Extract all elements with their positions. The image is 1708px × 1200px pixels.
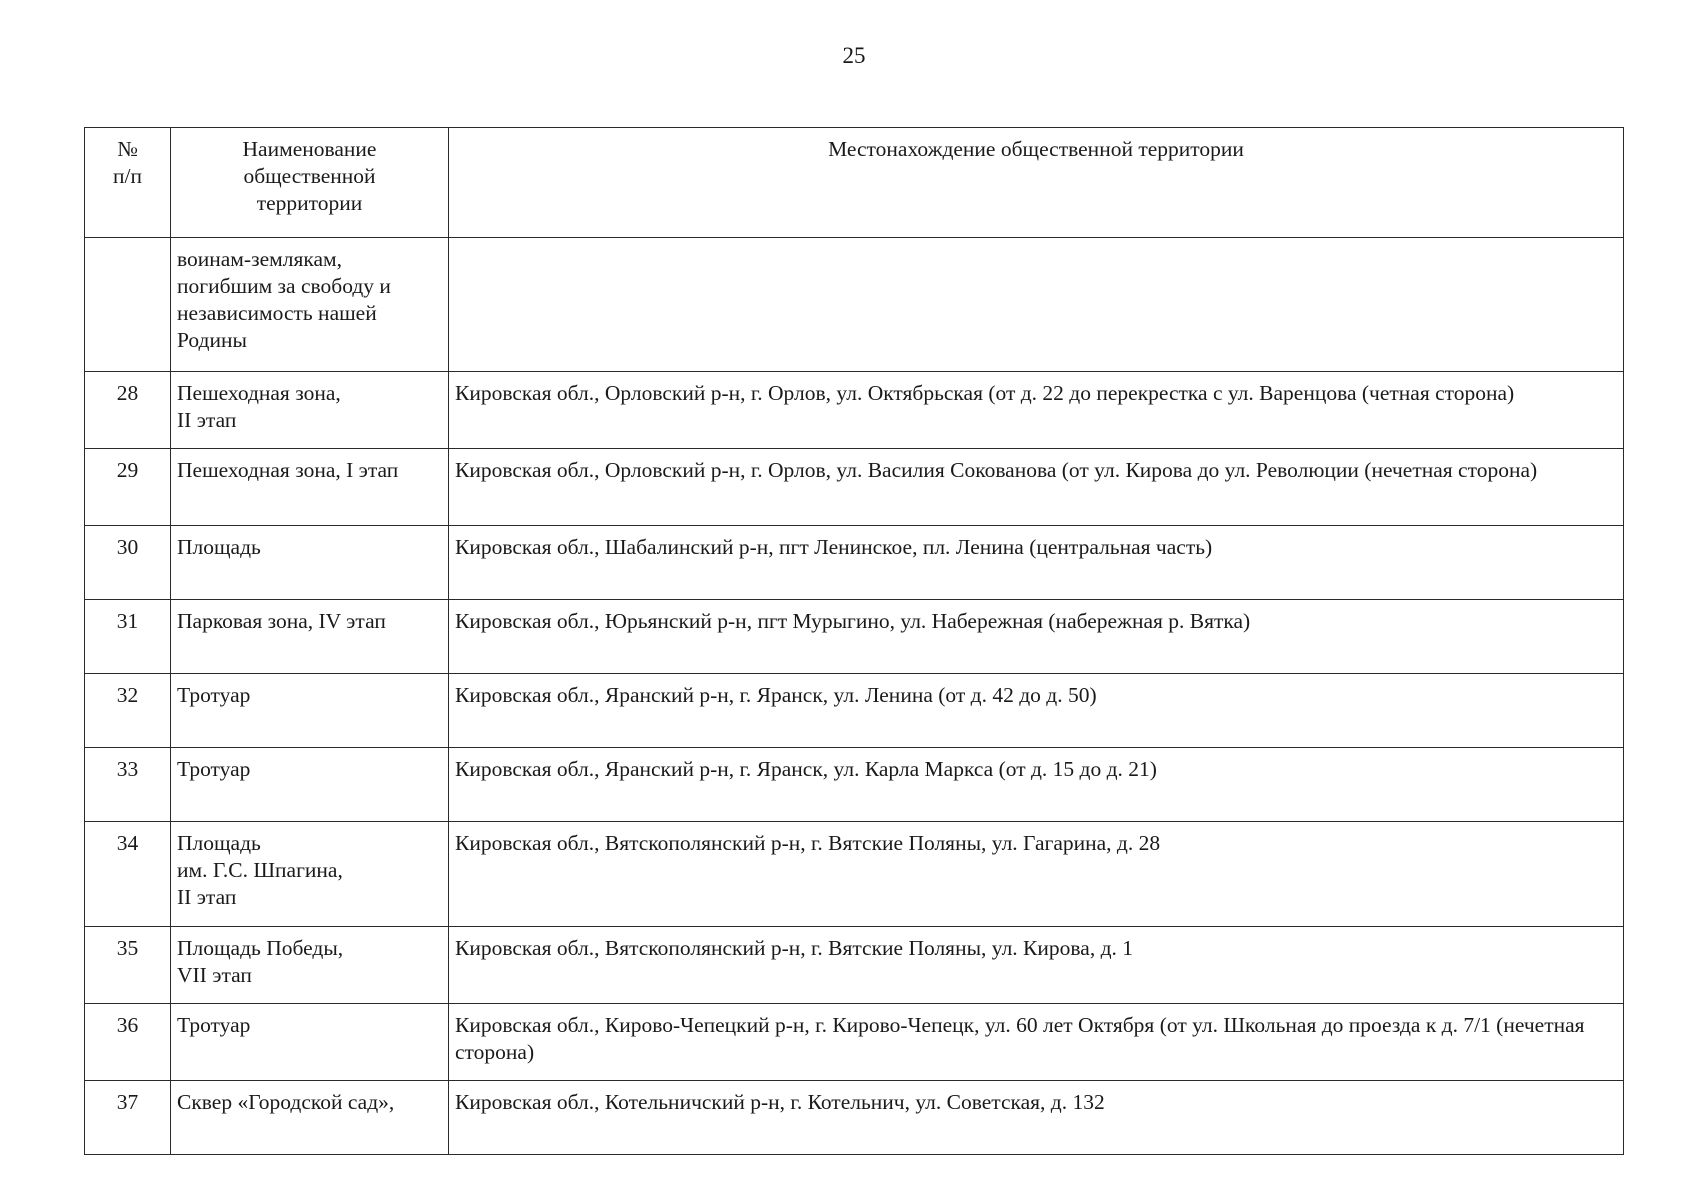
header-name-text: Наименование общественной территории [242,137,377,215]
row-number: 28 [85,372,171,449]
table-row [85,674,1624,748]
territory-location: Кировская обл., Яранский р-н, г. Яранск, ул. Ленина (от д. 42 до д. 50) [449,674,1624,748]
territory-location [449,238,1624,372]
table-body [85,238,1624,1155]
header-name [171,128,449,238]
row-number: 33 [85,748,171,822]
territory-location: Кировская обл., Шабалинский р-н, пгт Ленинское, пл. Ленина (центральная часть) [449,526,1624,600]
territory-location: Кировская обл., Вятскополянский р-н, г. Вятские Поляны, ул. Кирова, д. 1 [449,927,1624,1004]
table-header-row [85,128,1624,238]
territory-location: Кировская обл., Кирово-Чепецкий р-н, г. Кирово-Чепецк, ул. 60 лет Октября (от ул. Школьная до проезда к д. 7/1 (нечетная сторона) [449,1004,1624,1081]
table-row [85,822,1624,927]
territory-location: Кировская обл., Орловский р-н, г. Орлов, ул. Василия Сокованова (от ул. Кирова до ул. Революции (нечетная сторона) [449,449,1624,526]
territory-name: Площадь им. Г.С. Шпагина, II этап [171,822,449,927]
territory-name: Тротуар [171,674,449,748]
header-number-text: № п/п [113,137,142,188]
row-number: 35 [85,927,171,1004]
row-number: 30 [85,526,171,600]
territory-name: Пешеходная зона, I этап [171,449,449,526]
row-number: 31 [85,600,171,674]
header-location-text: Местонахождение общественной территории [828,137,1244,161]
territory-name: Сквер «Городской сад», [171,1081,449,1155]
territory-name: воинам-землякам, погибшим за свободу и независимость нашей Родины [171,238,449,372]
row-number: 34 [85,822,171,927]
row-number: 32 [85,674,171,748]
table-row [85,600,1624,674]
territories-table [84,127,1624,1155]
territory-name: Тротуар [171,1004,449,1081]
row-number [85,238,171,372]
territory-location: Кировская обл., Орловский р-н, г. Орлов, ул. Октябрьская (от д. 22 до перекрестка с ул. Варенцова (четная сторона) [449,372,1624,449]
table-row [85,1081,1624,1155]
table-row [85,748,1624,822]
table-row [85,1004,1624,1081]
table-row [85,449,1624,526]
row-number: 37 [85,1081,171,1155]
territory-name: Площадь [171,526,449,600]
header-number [85,128,171,238]
territory-name: Парковая зона, IV этап [171,600,449,674]
row-number: 36 [85,1004,171,1081]
territory-location: Кировская обл., Яранский р-н, г. Яранск, ул. Карла Маркса (от д. 15 до д. 21) [449,748,1624,822]
table-row [85,526,1624,600]
table-row [85,372,1624,449]
territory-name: Тротуар [171,748,449,822]
header-location [449,128,1624,238]
table-row [85,927,1624,1004]
territory-location: Кировская обл., Вятскополянский р-н, г. Вятские Поляны, ул. Гагарина, д. 28 [449,822,1624,927]
table-row [85,238,1624,372]
territory-name: Пешеходная зона, II этап [171,372,449,449]
page-number: 25 [842,43,866,68]
territory-name: Площадь Победы, VII этап [171,927,449,1004]
territory-location: Кировская обл., Котельничский р-н, г. Котельнич, ул. Советская, д. 132 [449,1081,1624,1155]
row-number: 29 [85,449,171,526]
territory-location: Кировская обл., Юрьянский р-н, пгт Мурыгино, ул. Набережная (набережная р. Вятка) [449,600,1624,674]
